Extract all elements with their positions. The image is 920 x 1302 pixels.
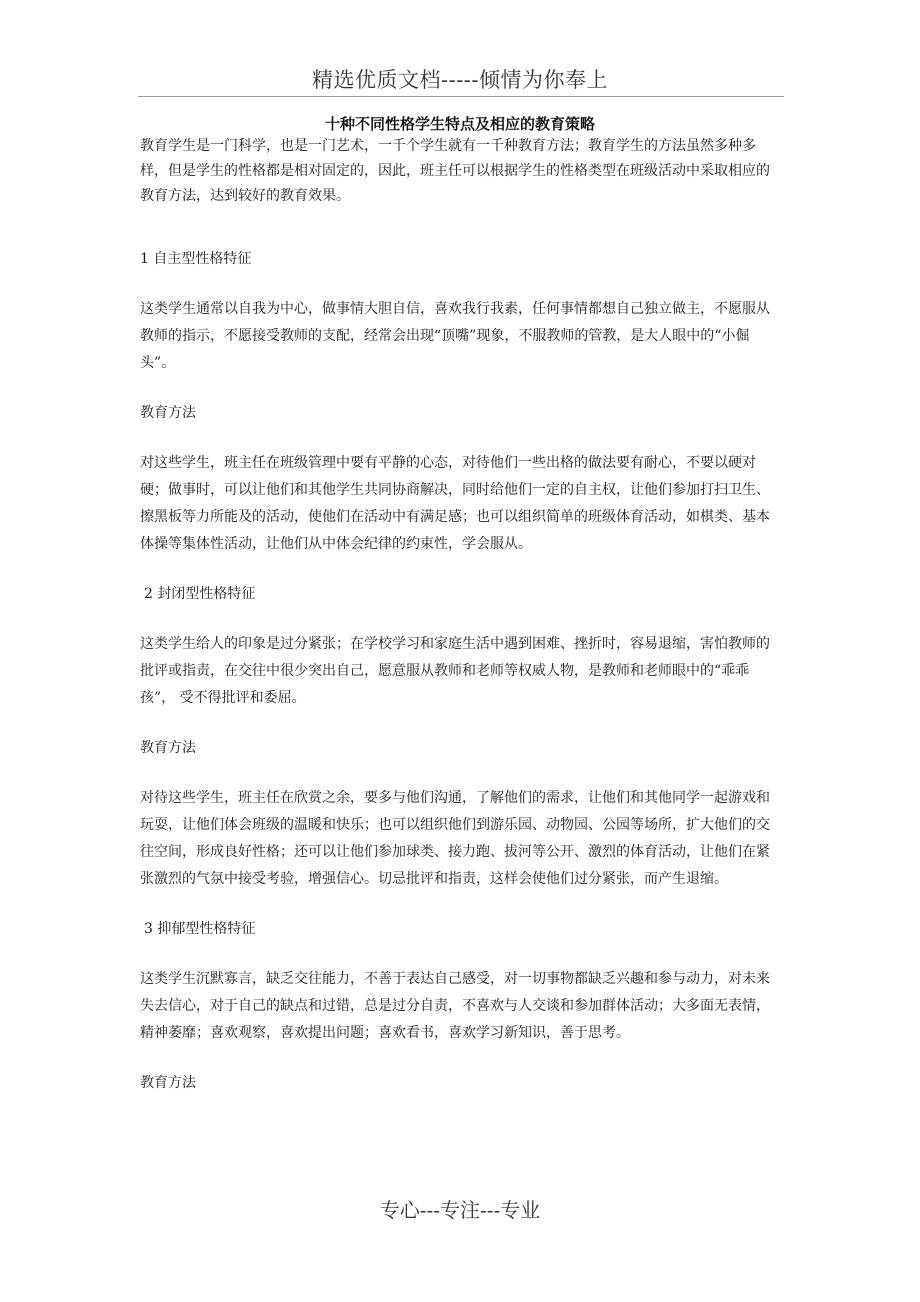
intro-paragraph: 教育学生是一门科学，也是一门艺术，一千个学生就有一千种教育方法；教育学生的方法虽然多种多样，但是学生的性格都是相对固定的，因此，班主任可以根据学生的性格类型在班级活动中采取相应的教育方法，达到较好的教育效果。: [140, 138, 770, 204]
section-2-heading: 2 封闭型性格特征: [144, 586, 256, 602]
section-2-description: 这类学生给人的印象是过分紧张；在学校学习和家庭生活中遇到困难、挫折时，容易退缩，害怕教师的批评或指责，在交往中很少突出自己，愿意服从教师和老师等权威人物，是教师和老师眼中的“乖乖孩”， 受不得批评和委屈。: [140, 636, 770, 706]
section-1-method-heading: 教育方法: [140, 405, 196, 421]
document-title: 十种不同性格学生特点及相应的教育策略: [324, 115, 595, 133]
section-3-description: 这类学生沉默寡言，缺乏交往能力，不善于表达自己感受，对一切事物都缺乏兴趣和参与动力，对未来失去信心，对于自己的缺点和过错，总是过分自责，不喜欢与人交谈和参加群体活动；大多面无表情，精神萎靡；喜欢观察，喜欢提出问题；喜欢看书，喜欢学习新知识，善于思考。: [140, 971, 770, 1041]
section-2-method-heading: 教育方法: [140, 740, 196, 756]
document-body: [140, 134, 782, 1096]
page-header: 精选优质文档-----倾情为你奉上: [312, 68, 608, 92]
section-1-method: 对这些学生，班主任在班级管理中要有平静的心态，对待他们一些出格的做法要有耐心，不要以硬对硬；做事时，可以让他们和其他学生共同协商解决，同时给他们一定的自主权，让他们参加打扫卫生、擦黑板等力所能及的活动，使他们在活动中有满足感；也可以组织简单的班级体育活动，如棋类、基本体操等集体性活动，让他们从中体会纪律的约束性，学会服从。: [140, 455, 770, 552]
section-2-method: 对待这些学生，班主任在欣赏之余，要多与他们沟通，了解他们的需求，让他们和其他同学一起游戏和玩耍，让他们体会班级的温暖和快乐；也可以组织他们到游乐园、动物园、公园等场所，扩大他们的交往空间，形成良好性格；还可以让他们参加球类、接力跑、拔河等公开、激烈的体育活动，让他们在紧张激烈的气氛中接受考验，增强信心。切忌批评和指责，这样会使他们过分紧张，而产生退缩。: [140, 790, 770, 887]
header-divider: [138, 96, 784, 97]
section-1-description: 这类学生通常以自我为中心，做事情大胆自信，喜欢我行我素，任何事情都想自己独立做主，不愿服从教师的指示，不愿接受教师的支配，经常会出现“顶嘴”现象，不服教师的管教，是大人眼中的“小倔头”。: [140, 301, 770, 371]
section-1-heading: 1 自主型性格特征: [140, 251, 252, 267]
section-3-method-heading: 教育方法: [140, 1075, 196, 1091]
section-3-heading: 3 抑郁型性格特征: [144, 921, 256, 937]
page-footer: 专心---专注---专业: [379, 1198, 541, 1222]
